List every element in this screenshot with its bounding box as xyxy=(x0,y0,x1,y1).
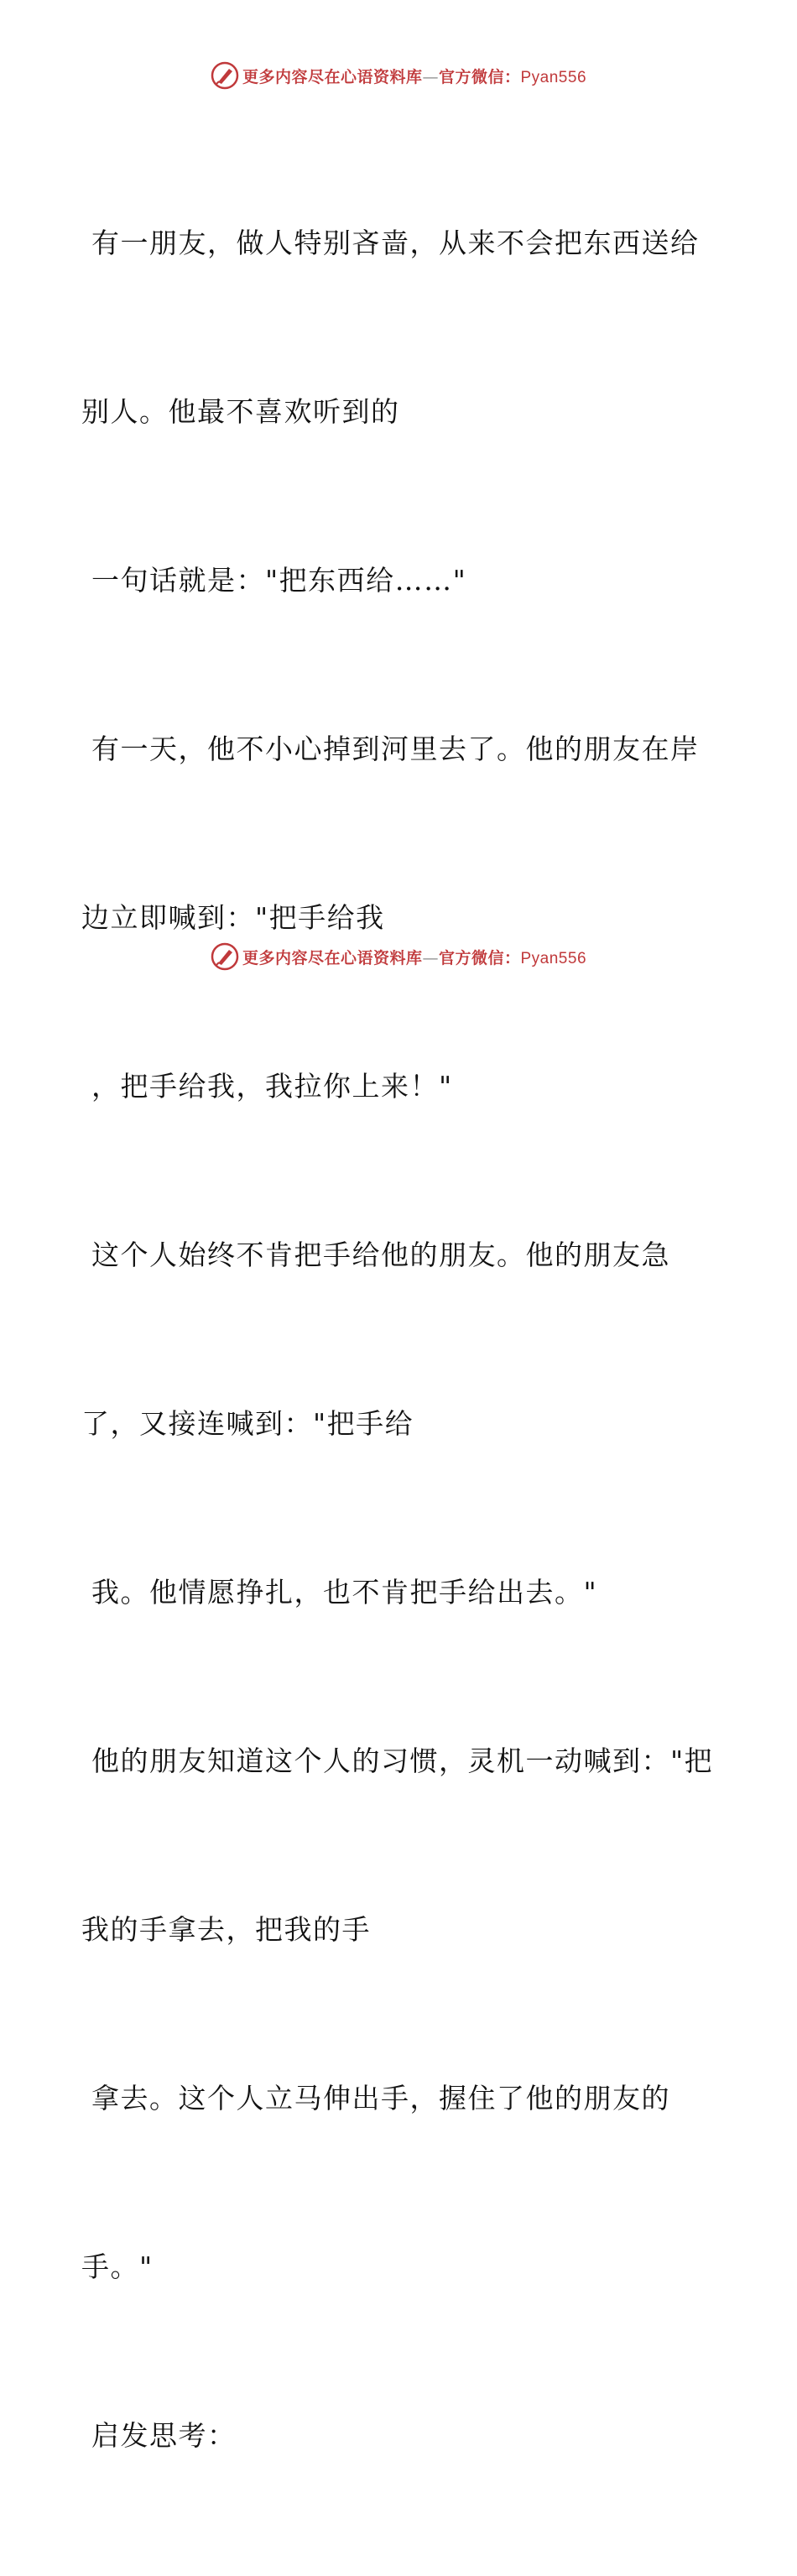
header-separator: — xyxy=(422,67,439,86)
body-line: 有一朋友，做人特别吝啬，从来不会把东西送给 xyxy=(81,227,700,259)
footer-wechat-id: Pyan556 xyxy=(520,949,587,967)
document-body xyxy=(81,102,719,2576)
header-banner xyxy=(0,59,797,92)
footer-wechat-label: 官方微信： xyxy=(438,948,521,967)
body-line: 边立即喊到："把手给我 xyxy=(81,901,385,934)
body-line: 我。他情愿挣扎，也不肯把手给出去。" xyxy=(81,1576,598,1609)
quill-logo-icon xyxy=(211,61,239,90)
footer-separator: — xyxy=(422,948,439,967)
header-wechat-label: 官方微信： xyxy=(438,67,521,86)
body-line: 他的朋友知道这个人的习惯，灵机一动喊到："把 xyxy=(81,1744,714,1777)
body-line: 我的手拿去，把我的手 xyxy=(81,1913,371,1946)
body-line: 这个人始终不肯把手给他的朋友。他的朋友急 xyxy=(81,1238,670,1271)
header-wechat-id: Pyan556 xyxy=(520,68,587,86)
footer-banner-text xyxy=(242,946,586,968)
body-line: 启发思考： xyxy=(81,2419,237,2452)
body-line: 了，又接连喊到："把手给 xyxy=(81,1407,414,1440)
body-line: ，把手给我，我拉你上来！" xyxy=(81,1070,453,1103)
body-line: 一句话就是："把东西给……" xyxy=(81,564,467,597)
body-line: 拿去。这个人立马伸出手，握住了他的朋友的 xyxy=(81,2082,670,2115)
header-banner-text xyxy=(242,65,586,87)
body-text xyxy=(81,102,719,2576)
quill-logo-icon xyxy=(211,942,239,971)
body-line: 手。" xyxy=(81,2250,154,2283)
footer-banner xyxy=(0,940,797,973)
header-site-text: 更多内容尽在心语资料库 xyxy=(242,67,423,86)
footer-site-text: 更多内容尽在心语资料库 xyxy=(242,948,423,967)
body-line: 别人。他最不喜欢听到的 xyxy=(81,395,400,428)
body-line: 有一天，他不小心掉到河里去了。他的朋友在岸 xyxy=(81,733,700,765)
